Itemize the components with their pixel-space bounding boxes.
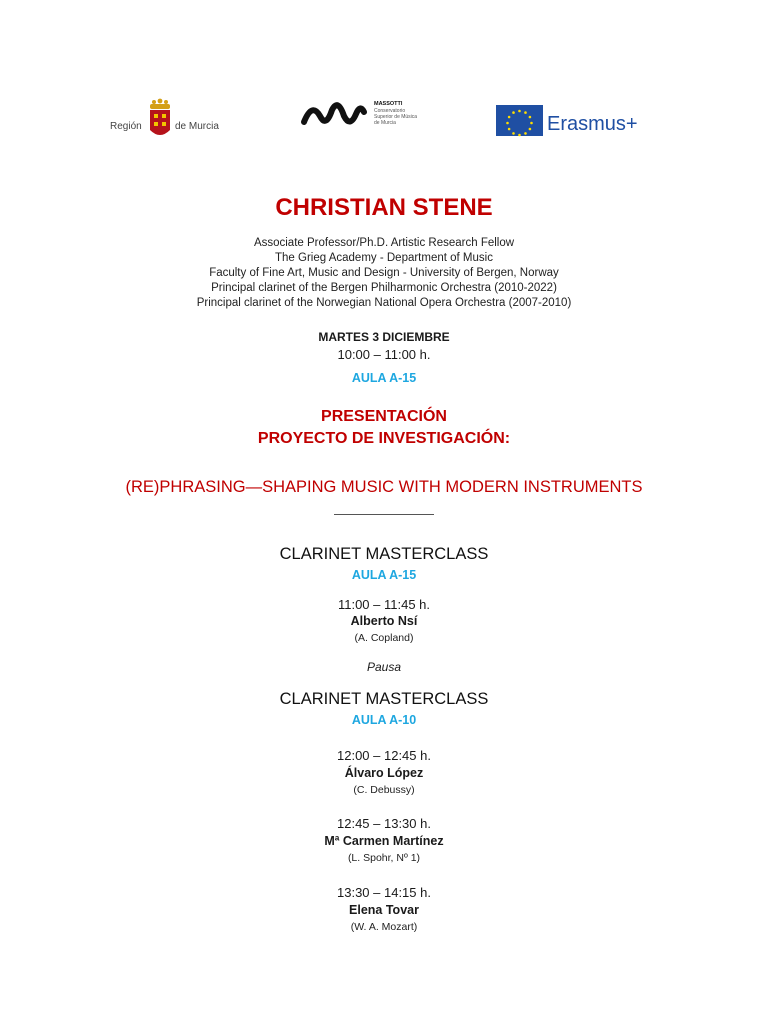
erasmus-plus-logo	[496, 103, 656, 137]
masterclass-1-title: CLARINET MASTERCLASS	[279, 545, 489, 563]
affiliation-line-2: The Grieg Academy - Department of Music	[275, 252, 493, 264]
slot-performer: Alberto Nsí	[350, 614, 418, 628]
affiliation-line-5: Principal clarinet of the Norwegian National Opera Orchestra (2007-2010)	[196, 297, 572, 309]
massotti-wave-mark-icon	[304, 105, 364, 122]
slot-performer: Mª Carmen Martínez	[324, 834, 444, 848]
slot-time: 13:30 – 14:15 h.	[337, 885, 431, 900]
logo-row	[0, 88, 768, 148]
masterclass-2-room: AULA A-10	[351, 713, 417, 727]
murcia-coat-of-arms-icon	[150, 99, 170, 135]
masterclass-2-title: CLARINET MASTERCLASS	[279, 690, 489, 708]
affiliation-line-3: Faculty of Fine Art, Music and Design - University of Bergen, Norway	[209, 267, 559, 279]
massotti-name: MASSOTTI	[374, 101, 403, 107]
affiliation-line-4: Principal clarinet of the Bergen Philharmonic Orchestra (2010-2022)	[211, 282, 557, 294]
event-date: MARTES 3 DICIEMBRE	[318, 330, 450, 344]
slot-composer: (L. Spohr, Nº 1)	[347, 852, 421, 864]
speaker-name-title: CHRISTIAN STENE	[275, 194, 493, 221]
erasmus-wordmark: Erasmus+	[547, 113, 638, 135]
murcia-logo-left-text: Región	[110, 121, 142, 132]
massotti-line4: de Murcia	[374, 120, 396, 126]
section-divider	[334, 514, 434, 515]
slot-time: 12:00 – 12:45 h.	[337, 748, 431, 763]
research-project-heading: PROYECTO DE INVESTIGACIÓN:	[257, 430, 511, 447]
affiliation-line-1: Associate Professor/Ph.D. Artistic Research Fellow	[253, 237, 515, 249]
presentation-heading: PRESENTACIÓN	[321, 408, 447, 425]
massotti-conservatorio-logo	[300, 94, 440, 134]
slot-composer: (A. Copland)	[354, 632, 414, 644]
project-title: (RE)PHRASING—SHAPING MUSIC WITH MODERN INSTRUMENTS	[125, 478, 643, 496]
massotti-line2: Conservatorio	[374, 108, 406, 114]
event-room: AULA A-15	[351, 371, 417, 385]
break-label: Pausa	[366, 660, 402, 674]
murcia-logo-right-text: de Murcia	[175, 121, 219, 132]
slot-performer: Elena Tovar	[349, 903, 419, 917]
slot-time: 11:00 – 11:45 h.	[337, 597, 431, 612]
event-time: 10:00 – 11:00 h.	[337, 347, 431, 362]
eu-flag-icon	[496, 105, 543, 136]
massotti-line3: Superior de Música	[374, 114, 418, 120]
slot-time: 12:45 – 13:30 h.	[337, 816, 431, 831]
masterclass-1-room: AULA A-15	[351, 568, 417, 582]
slot-composer: (C. Debussy)	[353, 784, 415, 796]
slot-performer: Álvaro López	[344, 766, 424, 780]
slot-composer: (W. A. Mozart)	[350, 921, 418, 933]
region-de-murcia-logo	[110, 96, 225, 142]
